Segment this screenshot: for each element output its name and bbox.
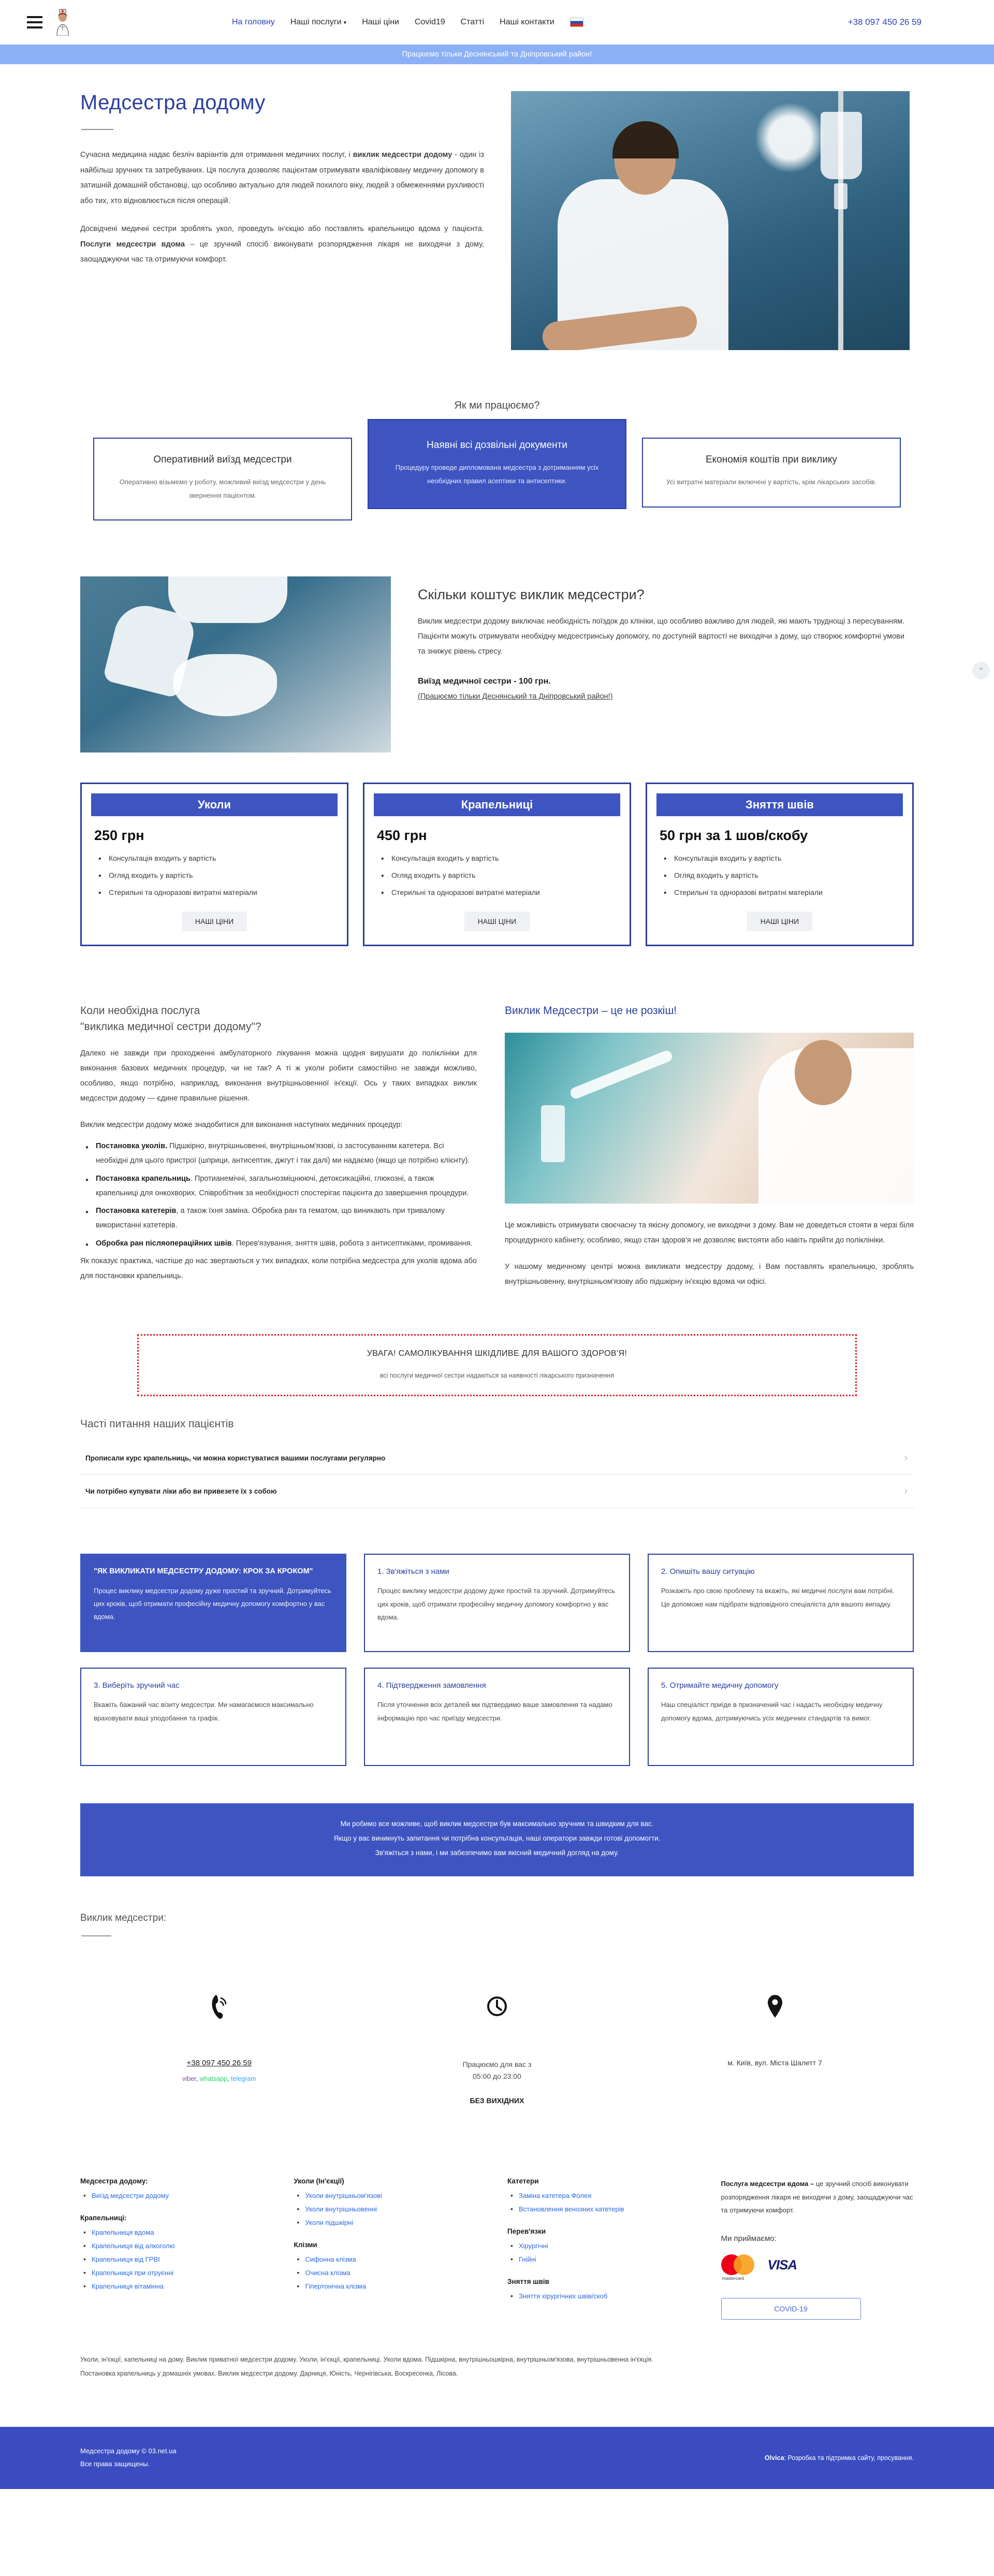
faq-title: Часті питання наших пацієнтів (80, 1417, 234, 1430)
footer-about-body: це зручний спосіб виконувати розпорядження лікаря не виходячи з дому, заощаджуючи час та отримуючи комфорт. (721, 2180, 913, 2214)
footer-bar-inner (75, 2445, 919, 2470)
footer-group-catheters (507, 2177, 700, 2214)
price-feature: • Стерильні та одноразові витратні матеріали (109, 887, 338, 899)
list-item (519, 2255, 700, 2264)
list-item (305, 2282, 487, 2291)
step-text: Вкажіть бажаний час візиту медсестри. Ми намагаємося максимально враховувати ваші уподобання та графік. (94, 1701, 314, 1722)
visit-fee-text: Виїзд медичної сестри - 100 грн. (418, 677, 551, 686)
price-card-features (674, 853, 903, 898)
warning-headline: УВАГА! САМОЛІКУВАННЯ ШКІДЛИВЕ ДЛЯ ВАШОГО ЗДОРОВ'Я! (367, 1349, 627, 1358)
step-title: 4. Підтвердження замовлення (377, 1681, 486, 1690)
how-we-work-cards (75, 438, 919, 520)
nav-item-services[interactable]: Наші послуги ▾ (290, 18, 347, 26)
procedure-name: Постановка катетерів (96, 1207, 177, 1215)
price-card-features (109, 853, 338, 898)
luxury-column (505, 1003, 914, 1289)
warning-subtext: всі послуги медичної сестри надаються за наявності лікарського призначення (379, 1371, 615, 1379)
footer-link[interactable]: Крапельниця від алкоголю (92, 2242, 175, 2250)
list-item (519, 2292, 700, 2301)
step-text: Після уточнення всіх деталей ми підтвердимо ваше замовлення та надамо інформацію про час приїзду медсестри. (377, 1701, 612, 1722)
footer-group-heading: Уколи (Ін'єкції) (294, 2177, 344, 2186)
price-card-header: Зняття швів (656, 793, 903, 816)
price-card-sutures (646, 783, 914, 946)
step-card-5 (648, 1668, 914, 1766)
step-text: Наш спеціаліст приїде в призначений час і надасть необхідну медичну допомогу вдома, дотримуючись усіх медичних стандартів та вимог. (661, 1701, 883, 1722)
luxury-paragraph-1: Це можливість отримувати своєчасну та якісну допомогу, не виходячи з дому. Вам не доведеться стояти в черзі біля процедурного кабінету, особливо, якщо стан здоров'я не дозволяє вистояти або навіть прийти до поліклініки. (505, 1221, 914, 1244)
faq-question: Чи потрібно купувати ліки або ви привезете їх з собою (85, 1487, 277, 1495)
site-footer-bar (0, 2427, 994, 2489)
price-photo-nurse-mask (80, 576, 391, 752)
how-we-work-title: Як ми працюємо? (454, 400, 540, 411)
copyright-line-2: Все права защищены. (80, 2459, 150, 2468)
hero-p2-part1: Досвідчені медичні сестри зроблять укол, проведуть ін'єкцію або поставлять крапельницю вдома у пацієнта. (80, 224, 484, 233)
how-card-title: Оперативний виїзд медсестри (153, 454, 292, 465)
list-item (92, 2241, 273, 2251)
footer-group-heading: Медсестра додому: (80, 2177, 148, 2186)
list-item (519, 2205, 700, 2214)
list-item (92, 2191, 273, 2201)
contacts-divider (81, 1935, 111, 1936)
nav-item-articles[interactable]: Статті (460, 18, 485, 26)
how-card-text: Усі витратні матеріали включені у вартість, крім лікарських засобів. (666, 478, 877, 486)
procedure-name: Постановка крапельниць (96, 1174, 191, 1183)
footer-link[interactable]: Зняття хірургічних швів/скоб (519, 2292, 608, 2300)
price-card-amount: 50 грн за 1 шов/скобу (660, 828, 808, 844)
footer-col-about (721, 2177, 914, 2320)
contact-phone-body (182, 2059, 256, 2082)
price-feature: • Стерильні та одноразові витратні матеріали (391, 887, 620, 899)
hamburger-menu-icon[interactable] (27, 16, 42, 28)
list-item (92, 2282, 273, 2291)
mastercard-label: mastercard (722, 2276, 744, 2281)
when-paragraph-2: Виклик медсестри додому може знадобитися для виконання наступних медичних процедур: (80, 1121, 403, 1130)
footer-link[interactable]: Встановлення венозних катетерів (519, 2205, 624, 2213)
footer-group-dressings (507, 2227, 700, 2264)
burger-line (27, 26, 42, 28)
price-card-button[interactable]: НАШІ ЦІНИ (747, 911, 812, 931)
iv-bag-shape (821, 112, 862, 179)
procedure-desc: Підшкірно, внутрішньовенні, внутрішньом'язові, із застосуванням катетера. Всі необхідні для цього пристрої (шприци, антисептик, джгут і так далі) ми надаємо (якщо це потрібно клієнту). (96, 1142, 470, 1165)
contact-phone-number[interactable]: +38 097 450 26 59 (186, 2058, 252, 2067)
how-card-operational (93, 438, 352, 520)
photo-vial-shape (541, 1105, 565, 1162)
messenger-links (182, 2075, 256, 2082)
faq-item[interactable] (80, 1475, 914, 1508)
procedure-item (96, 1204, 477, 1233)
covid19-button[interactable]: COVID-19 (721, 2298, 861, 2320)
hero-p1-part2: - один із найбільш зручних та затребуваних. Ця послуга дозволяє пацієнтам отримувати кваліфіковану медичну допомогу в затишній домашній обстановці, що особливо актуально для людей похилого віку, людей з обмеженнями рухливості або тих, хто відновлюється після операцій. (80, 151, 485, 206)
list-item (519, 2241, 700, 2251)
hero-paragraph-2 (80, 222, 484, 268)
footer-group-list (305, 2191, 487, 2227)
district-ribbon: Працюємо тільки Деснянський та Дніпровський район! (0, 45, 994, 64)
telegram-link[interactable]: telegram (230, 2075, 256, 2082)
footer-links-grid (75, 2177, 919, 2320)
page-title: Медсестра додому (80, 91, 266, 114)
contact-hours-body (463, 2059, 532, 2105)
price-intro-title: Скільки коштує виклик медсестри? (418, 587, 645, 603)
hero-p1-bold: виклик медсестри додому (353, 151, 452, 159)
price-intro-paragraph: Виклик медсестри додому виключає необхідність поїздок до клініки, що особливо важливо для людей, які мають труднощі з пересуванням. Пацієнти можуть отримувати необхідну медсестринську допомогу, по доступній вартості не виходячи з дому, що створює комфортні умови та знижує рівень стресу. (418, 617, 904, 656)
footer-about-text (721, 2177, 914, 2217)
hours-line-2: 05:00 до 23:00 (473, 2072, 521, 2081)
mastercard-icon (721, 2254, 754, 2281)
how-card-documents (368, 419, 626, 509)
chevron-right-icon: › (904, 1452, 908, 1464)
procedure-desc: . Перев'язування, зняття швів, робота з антисептиками, промивання. (231, 1239, 473, 1248)
price-card-header: Крапельниці (374, 793, 620, 816)
footer-group-nurse-home (80, 2177, 273, 2201)
hero-p1-part1: Сучасна медицина надає безліч варіантів для отримання медичних послуг, і (80, 151, 353, 159)
photo-mask-shape (173, 654, 277, 716)
nav-item-contacts[interactable]: Наші контакти (500, 18, 554, 26)
footer-link[interactable]: Уколи внутрішньовенні (305, 2205, 377, 2213)
hero-photo-nurse-iv (511, 91, 910, 350)
price-card-header: Уколи (91, 793, 338, 816)
when-needed-title (80, 1003, 477, 1035)
procedure-name: Обробка ран післяопераційних швів (96, 1239, 232, 1248)
footer-link[interactable]: Сифонна клізма (305, 2255, 356, 2264)
procedure-desc: . Протианемічні, загальнозміцнюючі, детоксикаційні, глюкозні, а також крапельниці для онкохворих. Співробітник за необхідності спостерігає пацієнта до завершення процедури. (96, 1174, 469, 1197)
map-pin-icon (766, 1988, 784, 2024)
price-feature: • Огляд входить у вартість (391, 870, 620, 881)
list-item (305, 2218, 487, 2227)
when-title-line2: "виклика медичної сестри додому"? (80, 1020, 261, 1033)
list-item (92, 2255, 273, 2264)
visa-icon: VISA (767, 2256, 797, 2273)
step-title: "ЯК ВИКЛИКАТИ МЕДСЕСТРУ ДОДОМУ: КРОК ЗА КРОКОМ" (94, 1567, 313, 1575)
how-card-savings (642, 438, 901, 508)
separator: , (227, 2075, 231, 2082)
faq-question: Прописали курс крапельниць, чи можна користуватися вашими послугами регулярно (85, 1454, 386, 1462)
footer-group-list (519, 2241, 700, 2264)
mastercard-circle-orange (734, 2254, 754, 2275)
footer-link[interactable]: Хірургічні (519, 2242, 548, 2250)
footer-group-heading: Крапельниці: (80, 2214, 127, 2222)
nav-item-home[interactable]: На головну (232, 18, 275, 26)
footer-group-injections (294, 2177, 487, 2227)
footer-link[interactable]: Крапельниця вдома (92, 2228, 154, 2237)
luxury-paragraph-2: У нашому медичному центрі можна викликати медсестру додому, і Вам поставлять крапельницю, зроблять внутрішньовенну, внутрішньом'язову або підшкірну ін'єкцію вдома чи офісі. (505, 1262, 914, 1286)
how-card-title: Економія коштів при виклику (705, 454, 837, 465)
hours-no-days-off: БЕЗ ВИХІДНИХ (470, 2096, 524, 2105)
payment-logos (721, 2254, 914, 2281)
main-navigation (232, 18, 583, 27)
contact-address-block (636, 1988, 914, 2105)
price-feature: • Огляд входить у вартість (109, 870, 338, 881)
copyright-line-1: Медсестра додому © 03.net.ua (80, 2447, 177, 2455)
footer-group-heading: Клізми (294, 2241, 317, 2249)
payments-label: Ми приймаємо: (721, 2234, 777, 2244)
phone-icon-svg (209, 1993, 229, 2020)
luxury-photo-nurse-syringe (505, 1033, 914, 1204)
list-item (305, 2205, 487, 2214)
footer-group-heading: Перев'язки (507, 2227, 546, 2236)
contact-hours-block (358, 1988, 636, 2105)
developer-text: : Розробка та підтримка сайту, просування. (784, 2454, 914, 2462)
steps-grid (75, 1554, 919, 1766)
step-text: Процес виклику медсестри додому дуже простий та зручний. Дотримуйтесь цих кроків, щоб отримати професійну медичну допомогу комфортно у вас вдома. (377, 1587, 615, 1622)
separator: , (196, 2075, 200, 2082)
footer-group-heading: Зняття швів (507, 2278, 549, 2286)
when-needed-column (80, 1003, 477, 1289)
phone-icon (209, 1988, 229, 2024)
hero-p2-part2: – це зручний спосіб виконувати розпорядження лікаря не виходячи з дому, заощаджуючи час та отримуючи комфорт. (80, 240, 484, 264)
list-item (305, 2268, 487, 2278)
footer-group-heading: Катетери (507, 2177, 539, 2186)
photo-face-shape (795, 1040, 852, 1105)
procedure-item (96, 1139, 477, 1168)
chevron-down-icon: ▾ (343, 20, 347, 26)
procedures-list (96, 1139, 477, 1251)
step-text: Розкажіть про свою проблему та вкажіть, які медичні послуги вам потрібні. Це допоможе нам підібрати відповідного спеціаліста для вашого випадку. (661, 1587, 895, 1608)
step-card-1 (364, 1554, 630, 1652)
scroll-to-top-button[interactable]: ⌃ (972, 662, 990, 679)
map-pin-icon-svg (766, 1994, 784, 2019)
cta-line-1: Ми робимо все можливе, щоб виклик медсестри був максимально зручним та швидким для вас. (340, 1819, 654, 1828)
title-divider (81, 129, 113, 130)
footer-group-enemas (294, 2241, 487, 2291)
cta-line-3: Зв'яжіться з нами, і ми забезпечимо вам якісний медичний догляд на дому. (375, 1849, 619, 1857)
hero-image-column (511, 91, 910, 350)
clock-icon (486, 1988, 508, 2024)
price-card-drips (363, 783, 631, 946)
footer-group-list (92, 2228, 273, 2291)
price-feature: • Огляд входить у вартість (674, 870, 903, 881)
price-feature: • Консультація входить у вартість (674, 853, 903, 864)
list-item (305, 2191, 487, 2201)
footer-link[interactable]: Очисна клізма (305, 2269, 350, 2277)
step-text: Процес виклику медсестри додому дуже простий та зручний. Дотримуйтесь цих кроків, щоб отримати професійну медичну допомогу комфортно у вас вдома. (94, 1586, 331, 1621)
site-logo-nurse-icon[interactable] (54, 9, 71, 36)
ru-flag-icon[interactable] (570, 18, 583, 27)
burger-line (27, 16, 42, 18)
footer-col-3 (507, 2177, 700, 2320)
price-intro-section (75, 576, 919, 752)
footer-group-list (305, 2255, 487, 2291)
when-needed-section (75, 1003, 919, 1289)
hero-text-column (75, 91, 484, 350)
price-cards-row (75, 783, 919, 946)
luxury-title: Виклик Медсестри – це не розкіш! (505, 1005, 677, 1017)
step-title: 5. Отримайте медичну допомогу (661, 1681, 779, 1690)
price-card-button[interactable]: НАШІ ЦІНИ (464, 911, 530, 931)
price-card-injections (80, 783, 348, 946)
price-card-features (391, 853, 620, 898)
footer-link[interactable]: Гнійні (519, 2255, 536, 2264)
burger-line (27, 21, 42, 23)
how-card-title: Наявні всі дозвільні документи (427, 440, 567, 451)
list-item (92, 2268, 273, 2278)
price-feature: • Консультація входить у вартість (109, 853, 338, 864)
nurse-hair-shape (612, 121, 679, 158)
price-intro-text (418, 576, 904, 752)
step-card-4 (364, 1668, 630, 1766)
contact-address-body (727, 2059, 822, 2067)
how-card-text: Оперативно візьмемо у роботу, можливий виїзд медсестри у день звернення пацієнтом. (119, 478, 326, 499)
nav-item-covid19[interactable]: Covid19 (414, 18, 445, 26)
price-card-button[interactable]: НАШІ ЦІНИ (182, 911, 247, 931)
list-item (519, 2191, 700, 2201)
hours-line-1: Працюємо для вас з (462, 2060, 532, 2068)
address-text: м. Київ, вул. Міста Шалетт 7 (727, 2058, 822, 2067)
cta-line-2: Якщо у вас виникнуть запитання чи потрібна консультація, наші оператори завжди готові допомогти. (333, 1834, 661, 1842)
when-paragraph-1: Далеко не завжди при проходженні амбулаторного лікування можна щодня вирушати до поліклініки для виконання базових медичних процедур, чи не так? А ті ж уколи робити самостійно не завжди можливо, особливо, якщо потрібно, наприклад, виконання внутрішньовенної ін'єкції. Ось у таких випадках виклик медсестри додому — єдине правильне рішення. (80, 1049, 477, 1103)
procedure-item (96, 1171, 477, 1201)
contacts-grid (75, 1988, 919, 2105)
footer-col-2 (294, 2177, 487, 2320)
whatsapp-link[interactable]: whatsapp (199, 2075, 227, 2082)
footer-link[interactable]: Виїзд медсестри додому (92, 2192, 169, 2200)
site-header (0, 0, 994, 45)
hero-section (75, 64, 919, 350)
copyright-block (80, 2445, 177, 2470)
nav-item-prices[interactable]: Наші ціни (362, 18, 399, 26)
footer-about-lead: Послуга медсестри вдома – (721, 2180, 814, 2188)
step-card-intro (80, 1554, 346, 1652)
footer-group-list (519, 2191, 700, 2214)
step-title: 2. Опишіть вашу ситуацію (661, 1567, 755, 1576)
list-item (305, 2255, 487, 2264)
viber-link[interactable]: viber (182, 2075, 196, 2082)
contact-phone-block (80, 1988, 358, 2105)
faq-item[interactable] (80, 1442, 914, 1475)
price-card-amount: 250 грн (94, 828, 144, 844)
price-feature: • Консультація входить у вартість (391, 853, 620, 864)
footer-link[interactable]: Крапельниця вітамінна (92, 2282, 164, 2291)
faq-list (75, 1442, 919, 1508)
footer-group-list (519, 2292, 700, 2301)
hero-p2-bold: Послуги медсестри вдома (80, 240, 185, 249)
clock-icon-svg (486, 1994, 508, 2018)
footer-link[interactable]: Крапельниця від ГРВІ (92, 2255, 160, 2264)
cta-banner (80, 1803, 914, 1876)
nurse-logo-svg (54, 9, 71, 36)
step-card-3 (80, 1668, 346, 1766)
procedure-item (96, 1236, 477, 1251)
footer-group-drips (80, 2214, 273, 2291)
developer-brand: Olvica (765, 2454, 784, 2462)
footer-link[interactable]: Гіпертонічна клізма (305, 2282, 366, 2291)
list-item (92, 2228, 273, 2237)
developer-credit (765, 2454, 914, 2462)
footer-link[interactable]: Заміна катетера Фолея (519, 2192, 592, 2200)
footer-link[interactable]: Уколи внутрішньом'язові (305, 2192, 382, 2200)
procedure-name: Постановка уколів. (96, 1142, 168, 1151)
price-card-amount: 450 грн (377, 828, 427, 844)
step-title: 3. Виберіть зручний час (94, 1681, 180, 1690)
photo-cap-shape (168, 576, 287, 623)
header-phone-link[interactable]: +38 097 450 26 59 (847, 17, 922, 27)
footer-group-list (92, 2191, 273, 2201)
contacts-title: Виклик медсестри: (80, 1912, 167, 1923)
seo-keywords-text: Уколи, ін'єкції, капельниці на дому. Виклик приватної медсестри додому. Уколи, ін'єкції, крапельниці. Уколи вдома. Підшкірна, внутрішньошкірна, внутрішньом'язова, внутрішньовенна ін'єкція. Постановка крапельниць у домашніх умовах. Виклик медсестри додому. Дарниця, Юність, Чернігівська, Воскресенка, Лісова. (80, 2356, 653, 2377)
step-title: 1. Зв'яжіться з нами (377, 1567, 449, 1576)
footer-link[interactable]: Крапельниця при отруєнні (92, 2269, 174, 2277)
footer-link[interactable]: Уколи підшкірні (305, 2219, 354, 2227)
footer-group-sutures (507, 2278, 700, 2301)
hero-paragraph-1 (80, 148, 484, 209)
iv-drip-shape (834, 183, 847, 209)
footer-col-1 (80, 2177, 273, 2320)
price-feature: • Стерильні та одноразові витратні матеріали (674, 887, 903, 899)
self-treatment-warning-box (137, 1334, 857, 1396)
when-title-line1: Коли необхідна послуга (80, 1005, 200, 1017)
step-card-2 (648, 1554, 914, 1652)
procedure-desc: , а також їхня заміна. Обробка ран та гематом, що виникають при тривалому використанні катетерів. (96, 1207, 445, 1230)
when-paragraph-3: Як показує практика, частіше до нас звертаються у тих випадках, коли потрібна медсестра для уколів вдома або для постановки крапельниць. (80, 1256, 477, 1280)
district-note: (Працюємо тільки Деснянський та Дніпровський район!) (418, 692, 613, 701)
photo-syringe-shape (569, 1049, 674, 1100)
how-card-text: Процедуру проведе дипломована медсестра з дотриманням усіх необхідних правил асептики та антисептики. (395, 464, 599, 485)
chevron-right-icon: › (904, 1485, 908, 1497)
